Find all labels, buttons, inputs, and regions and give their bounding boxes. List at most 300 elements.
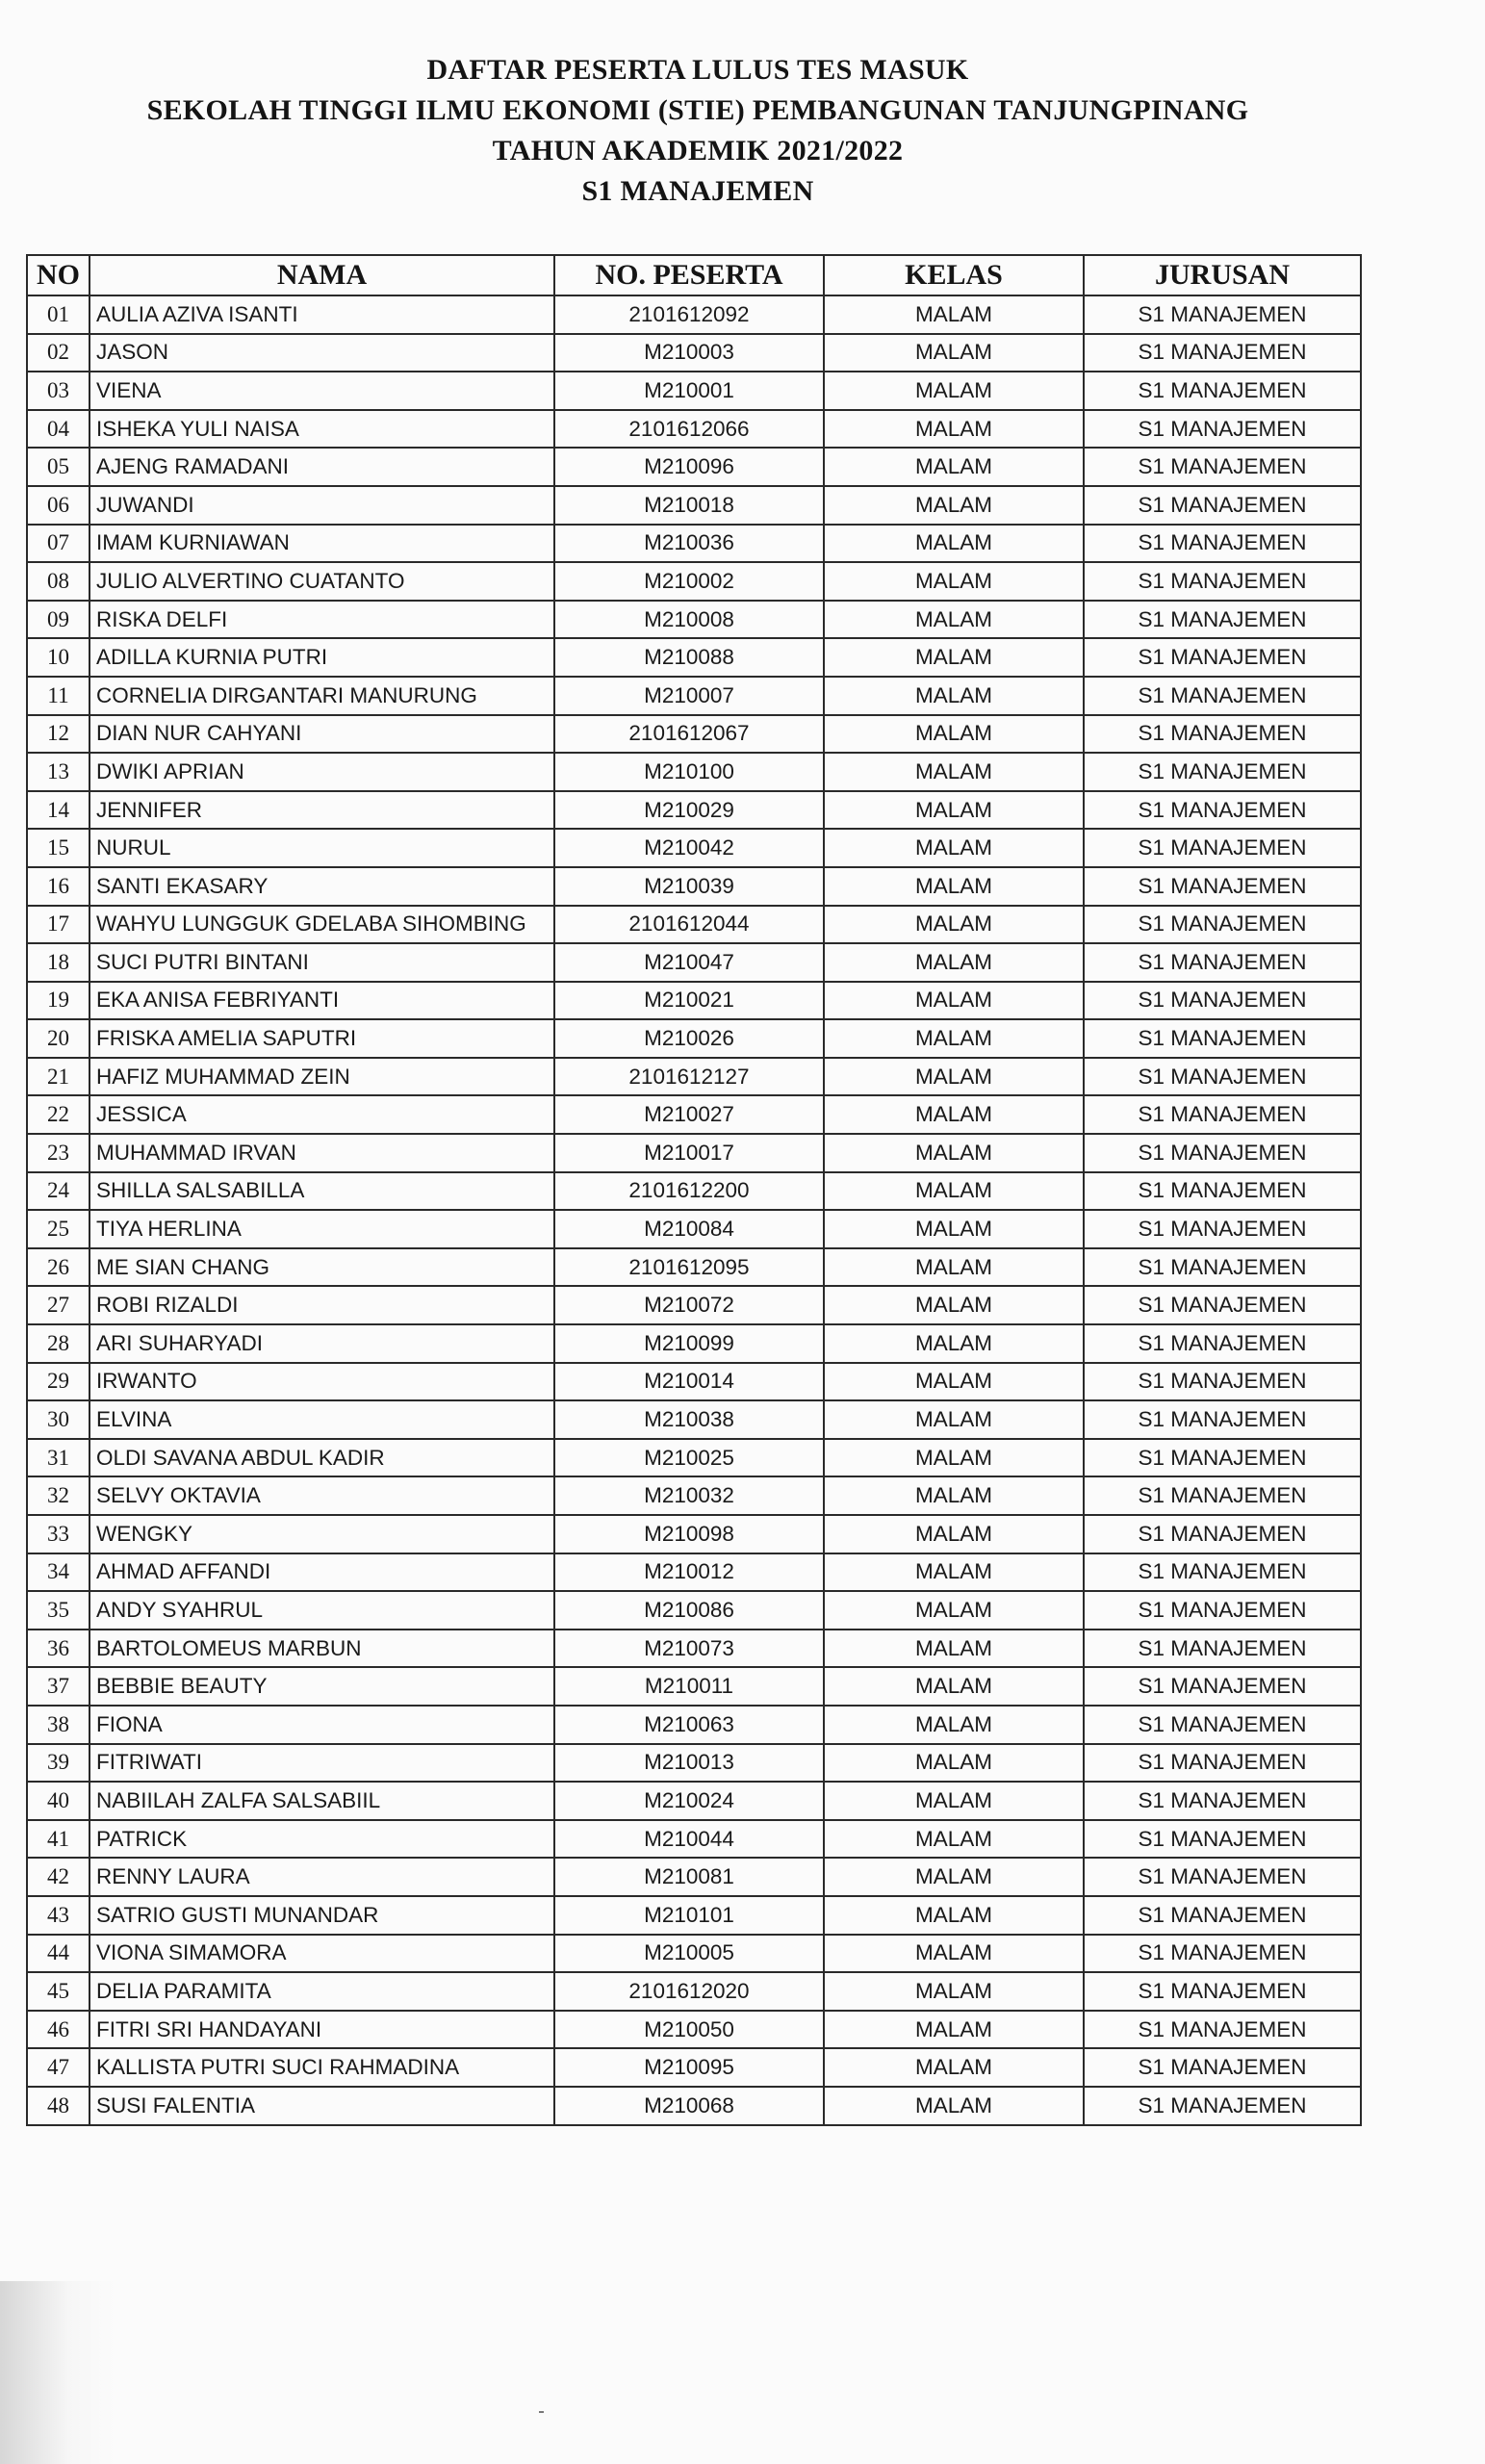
cell-nama: JESSICA — [90, 1095, 554, 1134]
cell-no-peserta: M210042 — [554, 829, 824, 867]
cell-nama: JUWANDI — [90, 486, 554, 525]
table-row — [27, 295, 1361, 334]
cell-nama: DWIKI APRIAN — [90, 753, 554, 791]
cell-jurusan: S1 MANAJEMEN — [1084, 1782, 1361, 1820]
cell-kelas: MALAM — [824, 1706, 1084, 1744]
cell-nama: SELVY OKTAVIA — [90, 1476, 554, 1515]
table-row — [27, 906, 1361, 944]
document-header — [0, 50, 1395, 212]
cell-no-peserta: M210014 — [554, 1363, 824, 1401]
table-row — [27, 1476, 1361, 1515]
cell-kelas: MALAM — [824, 1515, 1084, 1553]
cell-kelas: MALAM — [824, 867, 1084, 906]
cell-no: 45 — [27, 1972, 90, 2011]
table-row — [27, 1972, 1361, 2011]
column-header-jurusan: JURUSAN — [1084, 255, 1361, 295]
cell-no-peserta: 2101612067 — [554, 715, 824, 754]
cell-nama: AULIA AZIVA ISANTI — [90, 295, 554, 334]
cell-no: 08 — [27, 562, 90, 601]
cell-no-peserta: M210072 — [554, 1286, 824, 1324]
cell-jurusan: S1 MANAJEMEN — [1084, 410, 1361, 449]
cell-nama: BARTOLOMEUS MARBUN — [90, 1630, 554, 1668]
cell-kelas: MALAM — [824, 525, 1084, 563]
cell-kelas: MALAM — [824, 829, 1084, 867]
table-row — [27, 372, 1361, 410]
cell-jurusan: S1 MANAJEMEN — [1084, 715, 1361, 754]
cell-no-peserta: 2101612095 — [554, 1248, 824, 1287]
cell-kelas: MALAM — [824, 1820, 1084, 1859]
cell-kelas: MALAM — [824, 1858, 1084, 1896]
cell-nama: MUHAMMAD IRVAN — [90, 1134, 554, 1172]
cell-kelas: MALAM — [824, 1058, 1084, 1096]
scan-shadow — [0, 2281, 115, 2464]
cell-no: 35 — [27, 1591, 90, 1630]
cell-no: 12 — [27, 715, 90, 754]
cell-no: 05 — [27, 448, 90, 486]
cell-kelas: MALAM — [824, 1172, 1084, 1211]
cell-no: 26 — [27, 1248, 90, 1287]
table-row — [27, 753, 1361, 791]
table-row — [27, 638, 1361, 677]
cell-nama: BEBBIE BEAUTY — [90, 1667, 554, 1706]
cell-no-peserta: M210024 — [554, 1782, 824, 1820]
table-row — [27, 1706, 1361, 1744]
cell-no-peserta: M210002 — [554, 562, 824, 601]
cell-jurusan: S1 MANAJEMEN — [1084, 943, 1361, 982]
table-row — [27, 1553, 1361, 1592]
cell-jurusan: S1 MANAJEMEN — [1084, 1248, 1361, 1287]
cell-kelas: MALAM — [824, 1667, 1084, 1706]
table-row — [27, 1095, 1361, 1134]
cell-no: 24 — [27, 1172, 90, 1211]
cell-no: 11 — [27, 677, 90, 715]
table-row — [27, 1019, 1361, 1058]
cell-jurusan: S1 MANAJEMEN — [1084, 2048, 1361, 2087]
cell-kelas: MALAM — [824, 677, 1084, 715]
cell-jurusan: S1 MANAJEMEN — [1084, 448, 1361, 486]
table-row — [27, 2011, 1361, 2049]
cell-no: 32 — [27, 1476, 90, 1515]
cell-no-peserta: M210096 — [554, 448, 824, 486]
header-program: S1 MANAJEMEN — [581, 175, 814, 207]
cell-no-peserta: M210088 — [554, 638, 824, 677]
cell-jurusan: S1 MANAJEMEN — [1084, 1134, 1361, 1172]
cell-kelas: MALAM — [824, 486, 1084, 525]
cell-no-peserta: 2101612020 — [554, 1972, 824, 2011]
table-row — [27, 1630, 1361, 1668]
cell-kelas: MALAM — [824, 1630, 1084, 1668]
table-row — [27, 1820, 1361, 1859]
cell-no: 07 — [27, 525, 90, 563]
cell-nama: WENGKY — [90, 1515, 554, 1553]
table-row — [27, 1591, 1361, 1630]
cell-kelas: MALAM — [824, 1324, 1084, 1363]
cell-no: 21 — [27, 1058, 90, 1096]
table-row — [27, 448, 1361, 486]
cell-no: 19 — [27, 982, 90, 1020]
cell-no-peserta: M210100 — [554, 753, 824, 791]
table-row — [27, 1400, 1361, 1439]
table-row — [27, 677, 1361, 715]
cell-jurusan: S1 MANAJEMEN — [1084, 1363, 1361, 1401]
cell-jurusan: S1 MANAJEMEN — [1084, 1019, 1361, 1058]
cell-jurusan: S1 MANAJEMEN — [1084, 2087, 1361, 2125]
cell-no-peserta: M210036 — [554, 525, 824, 563]
table-row — [27, 410, 1361, 449]
cell-nama: VIONA SIMAMORA — [90, 1935, 554, 1973]
cell-no: 47 — [27, 2048, 90, 2087]
cell-no-peserta: M210001 — [554, 372, 824, 410]
table-row — [27, 525, 1361, 563]
cell-kelas: MALAM — [824, 715, 1084, 754]
cell-nama: ANDY SYAHRUL — [90, 1591, 554, 1630]
cell-no-peserta: 2101612200 — [554, 1172, 824, 1211]
cell-no: 33 — [27, 1515, 90, 1553]
cell-no-peserta: M210017 — [554, 1134, 824, 1172]
cell-no: 09 — [27, 601, 90, 639]
cell-no-peserta: M210050 — [554, 2011, 824, 2049]
cell-no: 18 — [27, 943, 90, 982]
table-row — [27, 1782, 1361, 1820]
header-academic-year: TAHUN AKADEMIK 2021/2022 — [492, 135, 904, 167]
cell-nama: RISKA DELFI — [90, 601, 554, 639]
cell-jurusan: S1 MANAJEMEN — [1084, 295, 1361, 334]
cell-jurusan: S1 MANAJEMEN — [1084, 906, 1361, 944]
table-row — [27, 1858, 1361, 1896]
table-row — [27, 1515, 1361, 1553]
cell-kelas: MALAM — [824, 1095, 1084, 1134]
cell-nama: SHILLA SALSABILLA — [90, 1172, 554, 1211]
cell-kelas: MALAM — [824, 1782, 1084, 1820]
cell-nama: HAFIZ MUHAMMAD ZEIN — [90, 1058, 554, 1096]
cell-jurusan: S1 MANAJEMEN — [1084, 1630, 1361, 1668]
cell-nama: KALLISTA PUTRI SUCI RAHMADINA — [90, 2048, 554, 2087]
cell-jurusan: S1 MANAJEMEN — [1084, 638, 1361, 677]
cell-no: 20 — [27, 1019, 90, 1058]
cell-kelas: MALAM — [824, 1591, 1084, 1630]
cell-jurusan: S1 MANAJEMEN — [1084, 1515, 1361, 1553]
cell-jurusan: S1 MANAJEMEN — [1084, 525, 1361, 563]
cell-no-peserta: M210011 — [554, 1667, 824, 1706]
column-header-no: NO — [27, 255, 90, 295]
cell-jurusan: S1 MANAJEMEN — [1084, 1324, 1361, 1363]
cell-no-peserta: M210039 — [554, 867, 824, 906]
cell-no-peserta: M210025 — [554, 1439, 824, 1477]
cell-jurusan: S1 MANAJEMEN — [1084, 982, 1361, 1020]
cell-no: 15 — [27, 829, 90, 867]
cell-no: 36 — [27, 1630, 90, 1668]
cell-nama: WAHYU LUNGGUK GDELABA SIHOMBING — [90, 906, 554, 944]
table-row — [27, 1134, 1361, 1172]
cell-no: 41 — [27, 1820, 90, 1859]
scan-speck — [539, 2411, 544, 2413]
cell-jurusan: S1 MANAJEMEN — [1084, 334, 1361, 372]
cell-no: 44 — [27, 1935, 90, 1973]
table-row — [27, 2048, 1361, 2087]
cell-nama: VIENA — [90, 372, 554, 410]
cell-jurusan: S1 MANAJEMEN — [1084, 677, 1361, 715]
cell-kelas: MALAM — [824, 1553, 1084, 1592]
table-row — [27, 2087, 1361, 2125]
cell-no: 23 — [27, 1134, 90, 1172]
cell-kelas: MALAM — [824, 601, 1084, 639]
cell-nama: TIYA HERLINA — [90, 1210, 554, 1248]
cell-no: 40 — [27, 1782, 90, 1820]
cell-kelas: MALAM — [824, 334, 1084, 372]
cell-kelas: MALAM — [824, 1019, 1084, 1058]
cell-kelas: MALAM — [824, 1363, 1084, 1401]
cell-kelas: MALAM — [824, 1134, 1084, 1172]
cell-kelas: MALAM — [824, 1935, 1084, 1973]
cell-no-peserta: M210073 — [554, 1630, 824, 1668]
cell-nama: SUSI FALENTIA — [90, 2087, 554, 2125]
table-row — [27, 1439, 1361, 1477]
cell-nama: ISHEKA YULI NAISA — [90, 410, 554, 449]
table-row — [27, 601, 1361, 639]
cell-no: 31 — [27, 1439, 90, 1477]
table-body — [27, 295, 1361, 2125]
cell-jurusan: S1 MANAJEMEN — [1084, 2011, 1361, 2049]
cell-no: 16 — [27, 867, 90, 906]
cell-no-peserta: M210021 — [554, 982, 824, 1020]
table-row — [27, 1744, 1361, 1783]
header-institution: SEKOLAH TINGGI ILMU EKONOMI (STIE) PEMBANGUNAN TANJUNGPINANG — [146, 94, 1249, 126]
cell-jurusan: S1 MANAJEMEN — [1084, 1400, 1361, 1439]
participant-table — [26, 254, 1362, 2126]
cell-nama: SATRIO GUSTI MUNANDAR — [90, 1896, 554, 1935]
cell-nama: RENNY LAURA — [90, 1858, 554, 1896]
cell-nama: PATRICK — [90, 1820, 554, 1859]
table-row — [27, 1286, 1361, 1324]
cell-jurusan: S1 MANAJEMEN — [1084, 1858, 1361, 1896]
table-row — [27, 791, 1361, 830]
cell-jurusan: S1 MANAJEMEN — [1084, 1058, 1361, 1096]
table-row — [27, 1324, 1361, 1363]
cell-jurusan: S1 MANAJEMEN — [1084, 1172, 1361, 1211]
cell-no-peserta: M210003 — [554, 334, 824, 372]
cell-jurusan: S1 MANAJEMEN — [1084, 829, 1361, 867]
cell-jurusan: S1 MANAJEMEN — [1084, 1439, 1361, 1477]
cell-no: 13 — [27, 753, 90, 791]
cell-kelas: MALAM — [824, 982, 1084, 1020]
cell-no: 25 — [27, 1210, 90, 1248]
cell-nama: JASON — [90, 334, 554, 372]
cell-no: 14 — [27, 791, 90, 830]
cell-jurusan: S1 MANAJEMEN — [1084, 372, 1361, 410]
cell-no: 43 — [27, 1896, 90, 1935]
table-row — [27, 486, 1361, 525]
cell-no: 27 — [27, 1286, 90, 1324]
cell-nama: ARI SUHARYADI — [90, 1324, 554, 1363]
cell-kelas: MALAM — [824, 1744, 1084, 1783]
cell-no: 37 — [27, 1667, 90, 1706]
cell-no-peserta: 2101612066 — [554, 410, 824, 449]
cell-no: 22 — [27, 1095, 90, 1134]
table-row — [27, 1172, 1361, 1211]
cell-kelas: MALAM — [824, 906, 1084, 944]
cell-jurusan: S1 MANAJEMEN — [1084, 1286, 1361, 1324]
cell-nama: SANTI EKASARY — [90, 867, 554, 906]
cell-no-peserta: M210029 — [554, 791, 824, 830]
cell-jurusan: S1 MANAJEMEN — [1084, 562, 1361, 601]
cell-no: 17 — [27, 906, 90, 944]
cell-kelas: MALAM — [824, 1286, 1084, 1324]
table-row — [27, 1248, 1361, 1287]
table-row — [27, 982, 1361, 1020]
table-header-row — [27, 255, 1361, 295]
cell-no: 46 — [27, 2011, 90, 2049]
cell-nama: IMAM KURNIAWAN — [90, 525, 554, 563]
cell-kelas: MALAM — [824, 1896, 1084, 1935]
cell-nama: NABIILAH ZALFA SALSABIIL — [90, 1782, 554, 1820]
cell-jurusan: S1 MANAJEMEN — [1084, 1667, 1361, 1706]
cell-no: 42 — [27, 1858, 90, 1896]
cell-kelas: MALAM — [824, 562, 1084, 601]
cell-no: 39 — [27, 1744, 90, 1783]
cell-nama: FIONA — [90, 1706, 554, 1744]
cell-nama: FITRI SRI HANDAYANI — [90, 2011, 554, 2049]
cell-kelas: MALAM — [824, 943, 1084, 982]
cell-nama: SUCI PUTRI BINTANI — [90, 943, 554, 982]
table-row — [27, 1935, 1361, 1973]
table-row — [27, 943, 1361, 982]
cell-kelas: MALAM — [824, 1210, 1084, 1248]
cell-kelas: MALAM — [824, 410, 1084, 449]
cell-nama: FRISKA AMELIA SAPUTRI — [90, 1019, 554, 1058]
cell-no: 10 — [27, 638, 90, 677]
cell-no-peserta: M210084 — [554, 1210, 824, 1248]
cell-no: 38 — [27, 1706, 90, 1744]
table-row — [27, 867, 1361, 906]
cell-no-peserta: M210095 — [554, 2048, 824, 2087]
cell-no-peserta: M210044 — [554, 1820, 824, 1859]
cell-nama: AJENG RAMADANI — [90, 448, 554, 486]
cell-kelas: MALAM — [824, 448, 1084, 486]
cell-nama: ADILLA KURNIA PUTRI — [90, 638, 554, 677]
cell-jurusan: S1 MANAJEMEN — [1084, 1591, 1361, 1630]
cell-no-peserta: M210032 — [554, 1476, 824, 1515]
cell-kelas: MALAM — [824, 1972, 1084, 2011]
cell-no-peserta: M210005 — [554, 1935, 824, 1973]
cell-kelas: MALAM — [824, 638, 1084, 677]
cell-kelas: MALAM — [824, 1248, 1084, 1287]
table-row — [27, 562, 1361, 601]
cell-no-peserta: M210068 — [554, 2087, 824, 2125]
cell-nama: EKA ANISA FEBRIYANTI — [90, 982, 554, 1020]
cell-jurusan: S1 MANAJEMEN — [1084, 1935, 1361, 1973]
cell-jurusan: S1 MANAJEMEN — [1084, 1744, 1361, 1783]
cell-jurusan: S1 MANAJEMEN — [1084, 486, 1361, 525]
cell-no-peserta: M210098 — [554, 1515, 824, 1553]
table-row — [27, 715, 1361, 754]
table-row — [27, 1896, 1361, 1935]
cell-jurusan: S1 MANAJEMEN — [1084, 1210, 1361, 1248]
cell-no: 34 — [27, 1553, 90, 1592]
cell-nama: ME SIAN CHANG — [90, 1248, 554, 1287]
cell-nama: AHMAD AFFANDI — [90, 1553, 554, 1592]
cell-kelas: MALAM — [824, 295, 1084, 334]
cell-jurusan: S1 MANAJEMEN — [1084, 1553, 1361, 1592]
cell-kelas: MALAM — [824, 753, 1084, 791]
cell-no-peserta: M210047 — [554, 943, 824, 982]
column-header-kelas: KELAS — [824, 255, 1084, 295]
cell-no: 01 — [27, 295, 90, 334]
cell-no: 02 — [27, 334, 90, 372]
cell-nama: ROBI RIZALDI — [90, 1286, 554, 1324]
cell-kelas: MALAM — [824, 2011, 1084, 2049]
cell-no-peserta: M210018 — [554, 486, 824, 525]
cell-jurusan: S1 MANAJEMEN — [1084, 1820, 1361, 1859]
cell-kelas: MALAM — [824, 2087, 1084, 2125]
cell-kelas: MALAM — [824, 1439, 1084, 1477]
cell-nama: NURUL — [90, 829, 554, 867]
cell-kelas: MALAM — [824, 791, 1084, 830]
cell-jurusan: S1 MANAJEMEN — [1084, 1972, 1361, 2011]
cell-no: 06 — [27, 486, 90, 525]
cell-jurusan: S1 MANAJEMEN — [1084, 753, 1361, 791]
cell-no: 30 — [27, 1400, 90, 1439]
cell-nama: DELIA PARAMITA — [90, 1972, 554, 2011]
cell-no-peserta: M210027 — [554, 1095, 824, 1134]
cell-no-peserta: M210099 — [554, 1324, 824, 1363]
cell-jurusan: S1 MANAJEMEN — [1084, 867, 1361, 906]
cell-jurusan: S1 MANAJEMEN — [1084, 1095, 1361, 1134]
cell-jurusan: S1 MANAJEMEN — [1084, 791, 1361, 830]
cell-no-peserta: M210012 — [554, 1553, 824, 1592]
cell-nama: DIAN NUR CAHYANI — [90, 715, 554, 754]
cell-nama: JENNIFER — [90, 791, 554, 830]
cell-nama: FITRIWATI — [90, 1744, 554, 1783]
table-row — [27, 829, 1361, 867]
cell-no-peserta: M210101 — [554, 1896, 824, 1935]
cell-nama: IRWANTO — [90, 1363, 554, 1401]
cell-no-peserta: M210013 — [554, 1744, 824, 1783]
cell-no: 04 — [27, 410, 90, 449]
cell-jurusan: S1 MANAJEMEN — [1084, 601, 1361, 639]
cell-no: 48 — [27, 2087, 90, 2125]
cell-kelas: MALAM — [824, 1476, 1084, 1515]
cell-nama: ELVINA — [90, 1400, 554, 1439]
cell-no: 03 — [27, 372, 90, 410]
table-row — [27, 1058, 1361, 1096]
cell-nama: CORNELIA DIRGANTARI MANURUNG — [90, 677, 554, 715]
column-header-nama: NAMA — [90, 255, 554, 295]
cell-no-peserta: M210081 — [554, 1858, 824, 1896]
cell-no-peserta: M210063 — [554, 1706, 824, 1744]
cell-no-peserta: M210026 — [554, 1019, 824, 1058]
cell-jurusan: S1 MANAJEMEN — [1084, 1706, 1361, 1744]
table-row — [27, 1210, 1361, 1248]
cell-kelas: MALAM — [824, 1400, 1084, 1439]
cell-no-peserta: 2101612127 — [554, 1058, 824, 1096]
header-title: DAFTAR PESERTA LULUS TES MASUK — [426, 54, 969, 86]
cell-no: 28 — [27, 1324, 90, 1363]
cell-kelas: MALAM — [824, 2048, 1084, 2087]
cell-nama: JULIO ALVERTINO CUATANTO — [90, 562, 554, 601]
cell-no-peserta: M210008 — [554, 601, 824, 639]
column-header-no-peserta: NO. PESERTA — [554, 255, 824, 295]
cell-no-peserta: 2101612044 — [554, 906, 824, 944]
cell-jurusan: S1 MANAJEMEN — [1084, 1896, 1361, 1935]
cell-jurusan: S1 MANAJEMEN — [1084, 1476, 1361, 1515]
cell-no-peserta: M210007 — [554, 677, 824, 715]
cell-no-peserta: M210038 — [554, 1400, 824, 1439]
cell-no-peserta: M210086 — [554, 1591, 824, 1630]
table-row — [27, 1363, 1361, 1401]
cell-no: 29 — [27, 1363, 90, 1401]
cell-nama: OLDI SAVANA ABDUL KADIR — [90, 1439, 554, 1477]
table-row — [27, 334, 1361, 372]
